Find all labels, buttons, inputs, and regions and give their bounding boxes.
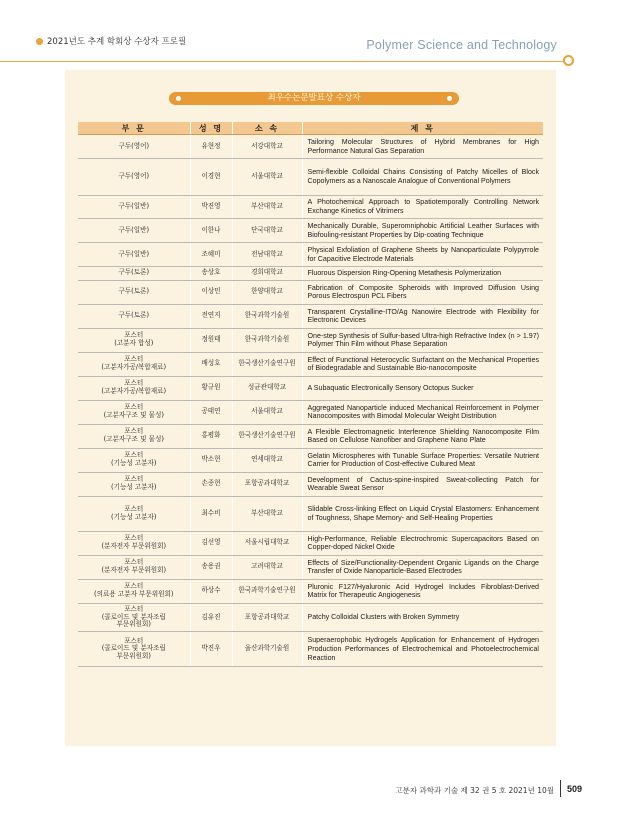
header-divider [0, 61, 566, 62]
title-cell: Development of Cactus-spine-inspired Sweat-collecting Patch for Wearable Sweat Sensor [302, 472, 543, 496]
table-row [78, 448, 543, 472]
table-row [78, 352, 543, 376]
affiliation-cell: 고려대학교 [232, 555, 302, 579]
title-cell: Pluronic F127/Hyaluronic Acid Hydrogel Includes Fibroblast-Derived Matrix for Therapeutic Angiogenesis [302, 579, 543, 603]
category-cell: 포스터 (고분자구조 및 물성) [78, 400, 190, 424]
table-row [78, 400, 543, 424]
affiliation-cell: 성균관대학교 [232, 376, 302, 400]
title-cell: A Subaquatic Electronically Sensory Octopus Sucker [302, 376, 543, 400]
name-cell: 하상수 [190, 579, 232, 603]
name-cell: 박진영 [190, 196, 232, 219]
name-cell: 김유진 [190, 603, 232, 632]
category-cell: 포스터 (고분자구조 및 물성) [78, 424, 190, 448]
page-number: 509 [567, 784, 583, 794]
title-cell: Transparent Crystalline-ITO/Ag Nanowire Electrode with Flexibility for Electronic Devices [302, 304, 543, 328]
affiliation-cell: 포항공과대학교 [232, 472, 302, 496]
category-cell: 포스터 (고분자가공/복합재료) [78, 352, 190, 376]
column-header: 소 속 [232, 122, 302, 135]
affiliation-cell: 한국과학기술원 [232, 328, 302, 352]
affiliation-cell: 단국대학교 [232, 219, 302, 243]
name-cell: 유현정 [190, 135, 232, 159]
category-cell: 구두(토론) [78, 267, 190, 281]
table-header-row [78, 122, 543, 135]
table-row [78, 472, 543, 496]
affiliation-cell: 포항공과대학교 [232, 603, 302, 632]
affiliation-cell: 한양대학교 [232, 280, 302, 304]
table-row [78, 280, 543, 304]
category-cell: 포스터 (기능성 고분자) [78, 472, 190, 496]
name-cell: 송상호 [190, 267, 232, 281]
category-cell: 구두(토론) [78, 280, 190, 304]
title-cell: Gelatin Microspheres with Tunable Surface Properties: Versatile Nutrient Carrier for Production of Cost-effective Cultured Meat [302, 448, 543, 472]
table-row [78, 531, 543, 555]
category-cell: 포스터 (분자전자 부문위원회) [78, 531, 190, 555]
table-row [78, 328, 543, 352]
name-cell: 조혜미 [190, 243, 232, 267]
title-cell: Semi-flexible Colloidal Chains Consisting of Patchy Micelles of Block Copolymers as a Nanoscale Analogue of Conventional Polymers [302, 159, 543, 196]
title-cell: Patchy Colloidal Clusters with Broken Symmetry [302, 603, 543, 632]
category-cell: 포스터 (분자전자 부문위원회) [78, 555, 190, 579]
category-cell: 포스터 (콜로이드 및 분자조립 부문위원회) [78, 632, 190, 667]
column-header: 성 명 [190, 122, 232, 135]
name-cell: 송용권 [190, 555, 232, 579]
name-cell: 이경현 [190, 159, 232, 196]
title-cell: A Photochemical Approach to Spatiotemporally Controlling Network Exchange Kinetics of Vitrimers [302, 196, 543, 219]
title-cell: High-Performance, Reliable Electrochromic Supercapacitors Based on Copper-doped Nickel Oxide [302, 531, 543, 555]
name-cell: 황규원 [190, 376, 232, 400]
title-cell: Effect of Functional Heterocyclic Surfactant on the Mechanical Properties of Biodegradable and Sustainable Bio-nanocomposite [302, 352, 543, 376]
affiliation-cell: 한국과학기술연구원 [232, 579, 302, 603]
journal-title: Polymer Science and Technology [366, 38, 557, 52]
awards-panel [65, 70, 556, 746]
affiliation-cell: 연세대학교 [232, 448, 302, 472]
category-cell: 포스터 (고분자 합성) [78, 328, 190, 352]
name-cell: 정원태 [190, 328, 232, 352]
footer-divider [560, 780, 561, 797]
table-row [78, 376, 543, 400]
table-row [78, 555, 543, 579]
table-row [78, 424, 543, 448]
pill-dot-icon [447, 96, 452, 101]
column-header: 부 문 [78, 122, 190, 135]
name-cell: 김선영 [190, 531, 232, 555]
category-cell: 포스터 (기능성 고분자) [78, 448, 190, 472]
pill-dot-icon [176, 96, 181, 101]
title-cell: Slidable Cross-linking Effect on Liquid Crystal Elastomers: Enhancement of Toughness, Shape Memory- and Self-Healing Properties [302, 496, 543, 531]
title-cell: Fabrication of Composite Spheroids with Improved Diffusion Using Porous Electrospun PCL Fibers [302, 280, 543, 304]
title-cell: A Flexible Electromagnetic Interference Shielding Nanocomposite Film Based on Cellulose Nanofiber and Graphene Nano Plate [302, 424, 543, 448]
category-cell: 포스터 (콜로이드 및 분자조립 부문위원회) [78, 603, 190, 632]
category-cell: 구두(영어) [78, 159, 190, 196]
category-cell: 구두(일반) [78, 196, 190, 219]
affiliation-cell: 전남대학교 [232, 243, 302, 267]
name-cell: 이한나 [190, 219, 232, 243]
name-cell: 이상민 [190, 280, 232, 304]
affiliation-cell: 한국생산기술연구원 [232, 352, 302, 376]
affiliation-cell: 서울대학교 [232, 400, 302, 424]
table-row [78, 219, 543, 243]
name-cell: 최수비 [190, 496, 232, 531]
name-cell: 배성호 [190, 352, 232, 376]
category-cell: 구두(일반) [78, 219, 190, 243]
column-header: 제 목 [302, 122, 543, 135]
table-row [78, 579, 543, 603]
footer-citation: 고분자 과학과 기술 제 32 권 5 호 2021년 10월 [395, 786, 554, 795]
table-row [78, 603, 543, 632]
title-cell: Superaerophobic Hydrogels Application for Enhancement of Hydrogen Production Performances of Electrochemical and Photoelectrochemical Reaction [302, 632, 543, 667]
name-cell: 손종현 [190, 472, 232, 496]
title-cell: Aggregated Nanoparticle induced Mechanical Reinforcement in Polymer Nanocomposites with Bimodal Molecular Weight Distribution [302, 400, 543, 424]
name-cell: 전연지 [190, 304, 232, 328]
affiliation-cell: 부산대학교 [232, 196, 302, 219]
awards-table [78, 122, 543, 667]
table-row [78, 196, 543, 219]
category-cell: 포스터 (의료용 고분자 부문위원회) [78, 579, 190, 603]
section-title-text: 최우수논문발표상 수상자 [267, 93, 361, 103]
table-row [78, 135, 543, 159]
name-cell: 홍평화 [190, 424, 232, 448]
name-cell: 공태연 [190, 400, 232, 424]
affiliation-cell: 부산대학교 [232, 496, 302, 531]
title-cell: Tailoring Molecular Structures of Hybrid Membranes for High Performance Natural Gas Separation [302, 135, 543, 159]
affiliation-cell: 서강대학교 [232, 135, 302, 159]
affiliation-cell: 서울대학교 [232, 159, 302, 196]
title-cell: Fluorous Dispersion Ring-Opening Metathesis Polymerization [302, 267, 543, 281]
title-cell: Physical Exfoliation of Graphene Sheets by Nanoparticulate Polypyrrole for Capacitive Electrode Materials [302, 243, 543, 267]
category-cell: 구두(토론) [78, 304, 190, 328]
table-row [78, 304, 543, 328]
header-bullet-icon [36, 38, 43, 45]
table-row [78, 159, 543, 196]
section-title [169, 92, 459, 105]
affiliation-cell: 서울시립대학교 [232, 531, 302, 555]
affiliation-cell: 울산과학기술원 [232, 632, 302, 667]
header-ring-icon [563, 55, 574, 66]
affiliation-cell: 한국과학기술원 [232, 304, 302, 328]
affiliation-cell: 한국생산기술연구원 [232, 424, 302, 448]
table-row [78, 267, 543, 281]
category-cell: 구두(일반) [78, 243, 190, 267]
category-cell: 구두(영어) [78, 135, 190, 159]
category-cell: 포스터 (고분자가공/복합재료) [78, 376, 190, 400]
category-cell: 포스터 (기능성 고분자) [78, 496, 190, 531]
name-cell: 박소현 [190, 448, 232, 472]
table-row [78, 632, 543, 667]
title-cell: Effects of Size/Functionality-Dependent Organic Ligands on the Charge Transfer of Oxide Nanoparticle-Based Electrodes [302, 555, 543, 579]
affiliation-cell: 경희대학교 [232, 267, 302, 281]
name-cell: 박진우 [190, 632, 232, 667]
table-row [78, 243, 543, 267]
title-cell: Mechanically Durable, Superomniphobic Artificial Leather Surfaces with Biofouling-resistant Properties by Dip-coating Technique [302, 219, 543, 243]
header-section-label: 2021년도 추계 학회상 수상자 프로필 [47, 37, 187, 47]
table-row [78, 496, 543, 531]
title-cell: One-step Synthesis of Sulfur-based Ultra-high Refractive Index (n > 1.97) Polymer Thin Film without Phase Separation [302, 328, 543, 352]
